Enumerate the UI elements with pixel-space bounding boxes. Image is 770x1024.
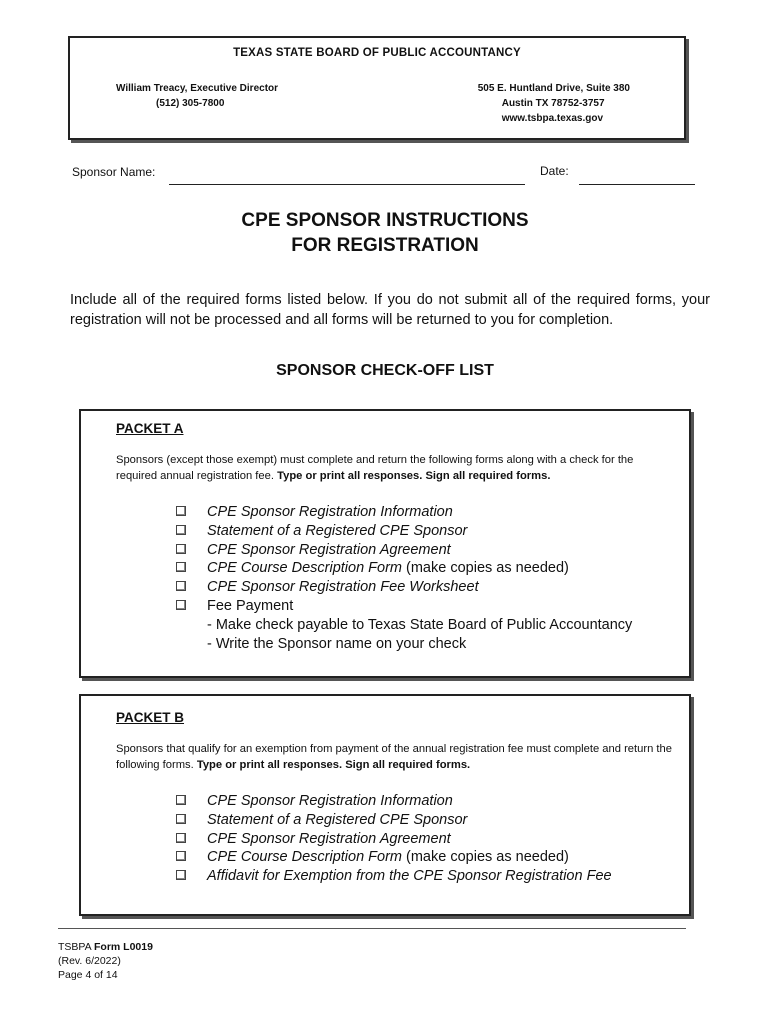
checkbox[interactable] — [176, 600, 186, 610]
agency-contact — [116, 81, 278, 111]
form-prefix: TSBPA — [58, 941, 94, 953]
list-item-fee-payment — [176, 597, 676, 616]
address-line-1: 505 E. Huntland Drive, Suite 380 — [477, 83, 630, 94]
date-label: Date: — [540, 164, 569, 178]
list-item — [176, 503, 676, 522]
page-number: Page 4 of 14 — [58, 969, 118, 981]
footer — [58, 940, 153, 982]
sponsor-name-field[interactable] — [169, 184, 525, 185]
item-suffix: (make copies as needed) — [402, 560, 569, 577]
agency-header-box — [68, 36, 686, 140]
packet-a-checklist — [176, 503, 676, 653]
item-label: Statement of a Registered CPE Sponsor — [207, 811, 468, 828]
packet-b-checklist — [176, 792, 676, 886]
checkbox[interactable] — [176, 506, 186, 516]
packet-a-title: PACKET A — [116, 421, 184, 436]
packet-b-title: PACKET B — [116, 710, 185, 725]
form-number: Form L0019 — [94, 941, 153, 953]
page-title — [0, 208, 770, 258]
director-name: William Treacy, Executive Director — [116, 83, 279, 94]
packet-a-desc-text: Sponsors (except those exempt) must complete and return the following forms along with a check for the required annual registration fee. — [116, 454, 634, 482]
item-label: CPE Sponsor Registration Information — [207, 504, 453, 520]
list-item — [176, 578, 676, 597]
footer-divider — [58, 928, 686, 929]
checkbox[interactable] — [176, 833, 186, 843]
packet-b-desc-text: Sponsors that qualify for an exemption from payment of the annual registration fee must complete and return the following forms. — [116, 743, 672, 771]
title-line-2: FOR REGISTRATION — [291, 235, 479, 256]
packet-b-box — [79, 694, 691, 916]
item-label: CPE Course Description Form — [207, 849, 402, 866]
checkbox[interactable] — [176, 851, 186, 861]
agency-phone: (512) 305-7800 — [156, 98, 225, 109]
item-label: CPE Sponsor Registration Fee Worksheet — [207, 579, 479, 596]
packet-a-box — [79, 409, 691, 678]
checkbox[interactable] — [176, 525, 186, 535]
list-item — [176, 811, 676, 830]
agency-address — [478, 81, 630, 126]
form-revision: (Rev. 6/2022) — [58, 955, 121, 967]
date-field[interactable] — [579, 184, 695, 185]
item-label: Affidavit for Exemption from the CPE Sponsor Registration Fee — [207, 868, 612, 885]
list-item — [176, 541, 676, 560]
list-item — [176, 848, 676, 867]
checkbox[interactable] — [176, 544, 186, 554]
checkbox[interactable] — [176, 870, 186, 880]
item-suffix: (make copies as needed) — [402, 849, 569, 866]
list-item — [176, 867, 676, 886]
fee-note-1: - Make check payable to Texas State Board of Public Accountancy — [207, 616, 633, 633]
checkbox[interactable] — [176, 795, 186, 805]
item-label: Statement of a Registered CPE Sponsor — [207, 522, 468, 539]
checkbox[interactable] — [176, 581, 186, 591]
item-label: CPE Sponsor Registration Information — [207, 793, 453, 809]
checkbox[interactable] — [176, 562, 186, 572]
form-id — [58, 940, 153, 954]
agency-name: TEXAS STATE BOARD OF PUBLIC ACCOUNTANCY — [233, 47, 521, 59]
list-item — [176, 559, 676, 578]
list-item — [176, 792, 676, 811]
packet-a-desc-bold: Type or print all responses. Sign all required forms. — [277, 470, 551, 482]
checkbox[interactable] — [176, 814, 186, 824]
agency-website: www.tsbpa.texas.gov — [501, 113, 604, 124]
list-item — [176, 830, 676, 849]
fee-note-2: - Write the Sponsor name on your check — [207, 635, 467, 652]
checklist-heading: SPONSOR CHECK-OFF LIST — [276, 362, 494, 379]
address-line-2: Austin TX 78752-3757 — [501, 98, 605, 109]
intro-paragraph: Include all of the required forms listed below. If you do not submit all of the required forms, your registration will not be processed and all forms will be returned to you for completion. — [70, 292, 710, 328]
item-label: CPE Sponsor Registration Agreement — [207, 541, 451, 558]
list-item — [176, 522, 676, 541]
packet-a-description — [116, 452, 676, 484]
packet-b-desc-bold: Type or print all responses. Sign all required forms. — [196, 759, 471, 771]
fee-payment-label: Fee Payment — [207, 597, 294, 614]
item-label: CPE Course Description Form — [207, 560, 402, 577]
packet-b-description — [116, 741, 676, 773]
item-label: CPE Sponsor Registration Agreement — [207, 830, 451, 847]
title-line-1: CPE SPONSOR INSTRUCTIONS — [241, 210, 529, 231]
sponsor-name-label: Sponsor Name: — [72, 165, 156, 179]
